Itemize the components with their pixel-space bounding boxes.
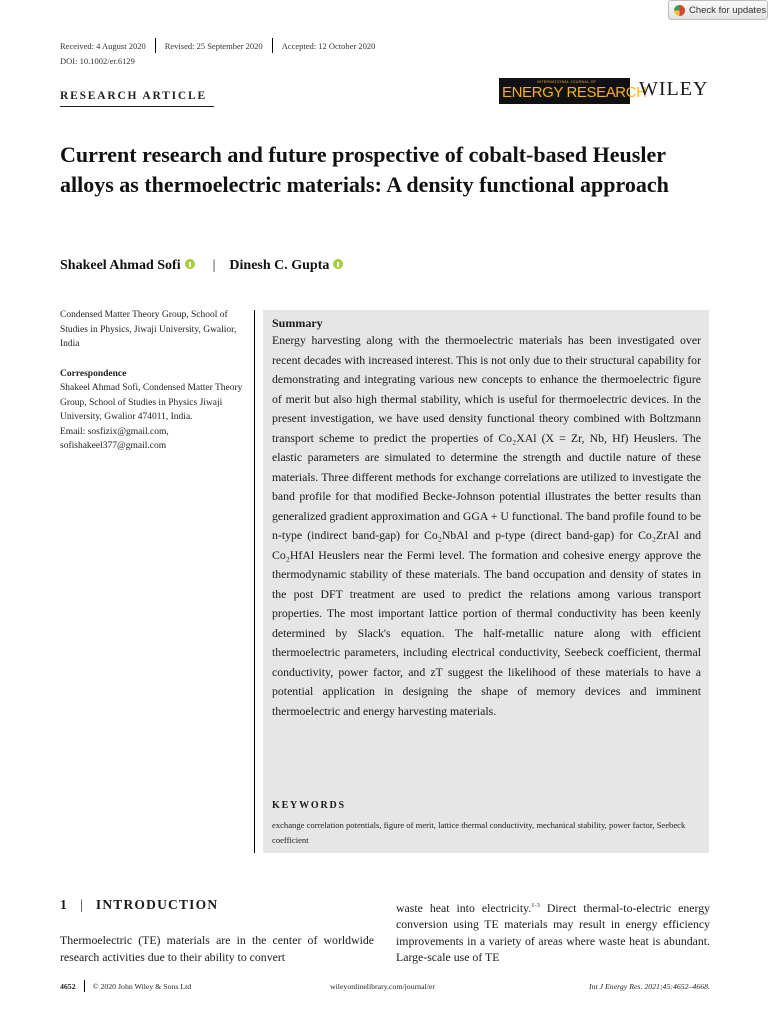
orcid-icon[interactable] (185, 259, 195, 269)
doi[interactable]: DOI: 10.1002/er.6129 (60, 56, 135, 66)
crossmark-icon (674, 5, 685, 16)
body-text-left: Thermoelectric (TE) materials are in the center of worldwide research activities due to their ability to convert (60, 933, 374, 964)
article-type-rule (60, 106, 214, 107)
journal-logo-name: ENERGY RESEARCH (502, 84, 647, 101)
body-text-right (396, 898, 710, 966)
journal-logo-small-text: INTERNATIONAL JOURNAL OF (537, 80, 597, 84)
correspondence-text: Shakeel Ahmad Sofi, Condensed Matter Theory Group, School of Studies in Physics Jiwaji University, Gwalior 474011, India. (60, 383, 243, 422)
affiliation: Condensed Matter Theory Group, School of Studies in Physics, Jiwaji University, Gwalior, India (60, 310, 237, 349)
citation-ref[interactable]: 1-3 (531, 902, 540, 909)
citation: Int J Energy Res. 2021;45:4652–4668. (589, 981, 710, 991)
keywords-text: exchange correlation potentials, figure of merit, lattice thermal conductivity, mechanical stability, power factor, Seebeck coefficient (272, 820, 686, 845)
section-heading (60, 897, 218, 913)
summary-text: Energy harvesting along with the thermoelectric materials has been investigated over recent decades with increased interest. This is not only due to their structural capability for demonstrating and integrating various new concepts to enhance the thermoelectric figure of merit but also high thermal stability, which is useful for thermoelectric devices. In the present investigation, we have used density functional theory combined with Boltzmann transport scheme to predict the properties of Co₂XAl (X = Zr, Nb, Hf) Heuslers. The elastic parameters are simulated to determine the strength and ductile nature of these materials. Three different methods for exchange correlations are utilized to investigate the band profile for that modified Becke-Johnson potential illustrates the better results than generalized gradient approximation and GGA + U functional. The band profile found to be n-type (indirect band-gap) for Co₂NbAl and p-type (direct band-gap) for Co₂ZrAl and Co₂HfAl Heuslers near the Fermi level. The formation and cohesive energy approve the thermodynamic stability of these materials. The band occupation and density of states in the post DFT treatment are used to predict the relations among various transport properties. The most important lattice portion of thermal conductivity has been keenly determined by Slack's equation. The half-metallic nature along with efficient thermoelectric parameters, including electrical conductivity, Seebeck coefficient, thermal conductivity, power factor, and zT suggest the likelihood of these materials to have a potential application in designing the shape of memory devices and imminent thermoelectric and energy harvesting materials. (272, 333, 701, 718)
correspondence-heading: Correspondence (60, 368, 127, 379)
copyright: © 2020 John Wiley & Sons Ltd (92, 981, 192, 991)
article-dates (60, 38, 375, 53)
column-divider (254, 310, 255, 853)
journal-logo (499, 78, 647, 104)
divider (84, 980, 85, 992)
author-name[interactable]: Shakeel Ahmad Sofi (60, 258, 181, 273)
article-type: RESEARCH ARTICLE (60, 90, 207, 102)
section-title: INTRODUCTION (95, 897, 219, 912)
keywords-heading: KEYWORDS (272, 800, 346, 811)
author-separator: | (212, 258, 216, 273)
author-name[interactable]: Dinesh C. Gupta (229, 258, 330, 273)
body-text: Direct thermal-to-electric energy conversion using TE materials may result in energy efficiency improvements in a variety of areas where waste heat is abundant. Large-scale use of TE (396, 900, 710, 965)
publisher-logo: WILEY (639, 78, 709, 100)
orcid-icon[interactable] (333, 259, 343, 269)
page-number: 4652 (60, 981, 76, 991)
section-separator: | (79, 897, 84, 912)
correspondence-email[interactable]: Email: sosfizix@gmail.com, (60, 426, 169, 437)
page-footer (60, 980, 710, 992)
revised-date: Revised: 25 September 2020 (164, 40, 263, 51)
section-number: 1 (60, 897, 68, 912)
divider (272, 38, 273, 53)
received-date: Received: 4 August 2020 (60, 40, 146, 51)
author-list (60, 258, 343, 274)
accepted-date: Accepted: 12 October 2020 (281, 40, 376, 51)
summary-heading: Summary (272, 316, 323, 330)
journal-url[interactable]: wileyonlinelibrary.com/journal/er (330, 981, 435, 991)
affiliation-column (60, 308, 245, 454)
divider (155, 38, 156, 53)
check-for-updates-button[interactable] (668, 0, 768, 20)
check-for-updates-label: Check for updates (689, 4, 767, 16)
paper-title: Current research and future prospective of cobalt-based Heusler alloys as thermoelectric materials: A density functional approach (60, 142, 669, 197)
correspondence-email[interactable]: sofishakeel377@gmail.com (60, 441, 167, 451)
body-text: waste heat into electricity. (396, 900, 532, 915)
